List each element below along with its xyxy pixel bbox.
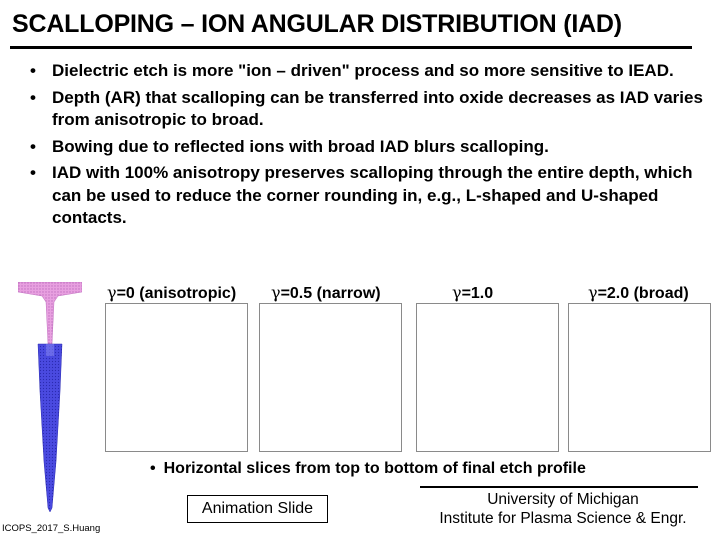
affiliation-university: University of Michigan [487,491,639,508]
bullet-dot: • [30,87,36,107]
bullet-text: IAD with 100% anisotropy preserves scalloping through the entire depth, which can be used to reduce the corner rounding in, e.g., L-shaped and U-shaped contacts. [52,163,693,227]
panel-label-gamma-2-0: γ=2.0 (broad) [588,283,689,302]
footer-credit: ICOPS_2017_S.Huang [2,523,101,534]
bullet-item [30,87,710,132]
bullet-text: Depth (AR) that scalloping can be transferred into oxide decreases as IAD varies from anisotropic to broad. [52,87,703,129]
slices-caption: • Horizontal slices from top to bottom of final etch profile [150,460,586,477]
bullet-dot: • [30,163,36,182]
bullet-text: Dielectric etch is more "ion – driven" process and so more sensitive to IEAD. [52,61,674,80]
affiliation-rule [420,486,698,488]
title-underline [10,46,692,49]
slice-panel-gamma-2-0 [568,303,711,452]
bullet-list [30,60,710,234]
bullet-dot: • [30,61,36,80]
slide-title: SCALLOPING – ION ANGULAR DISTRIBUTION (IAD) [12,10,622,38]
slice-panel-gamma-0-5 [259,303,402,452]
affiliation [420,490,706,528]
bullet-item [30,60,710,83]
bullet-item [30,162,710,230]
bullet-item [30,136,710,159]
slice-panel-gamma-1-0 [416,303,559,452]
slice-panel-gamma-0 [105,303,248,452]
animation-slide-button[interactable]: Animation Slide [187,495,328,523]
affiliation-institute: Institute for Plasma Science & Engr. [439,510,687,527]
panel-label-gamma-0-5: γ=0.5 (narrow) [271,283,381,302]
bullet-text: Bowing due to reflected ions with broad IAD blurs scalloping. [52,136,549,156]
bullet-dot: • [30,136,36,156]
panel-label-gamma-1-0: γ=1.0 [452,283,494,302]
etch-profile-image [18,282,82,514]
panel-label-gamma-0: γ=0 (anisotropic) [107,283,237,302]
